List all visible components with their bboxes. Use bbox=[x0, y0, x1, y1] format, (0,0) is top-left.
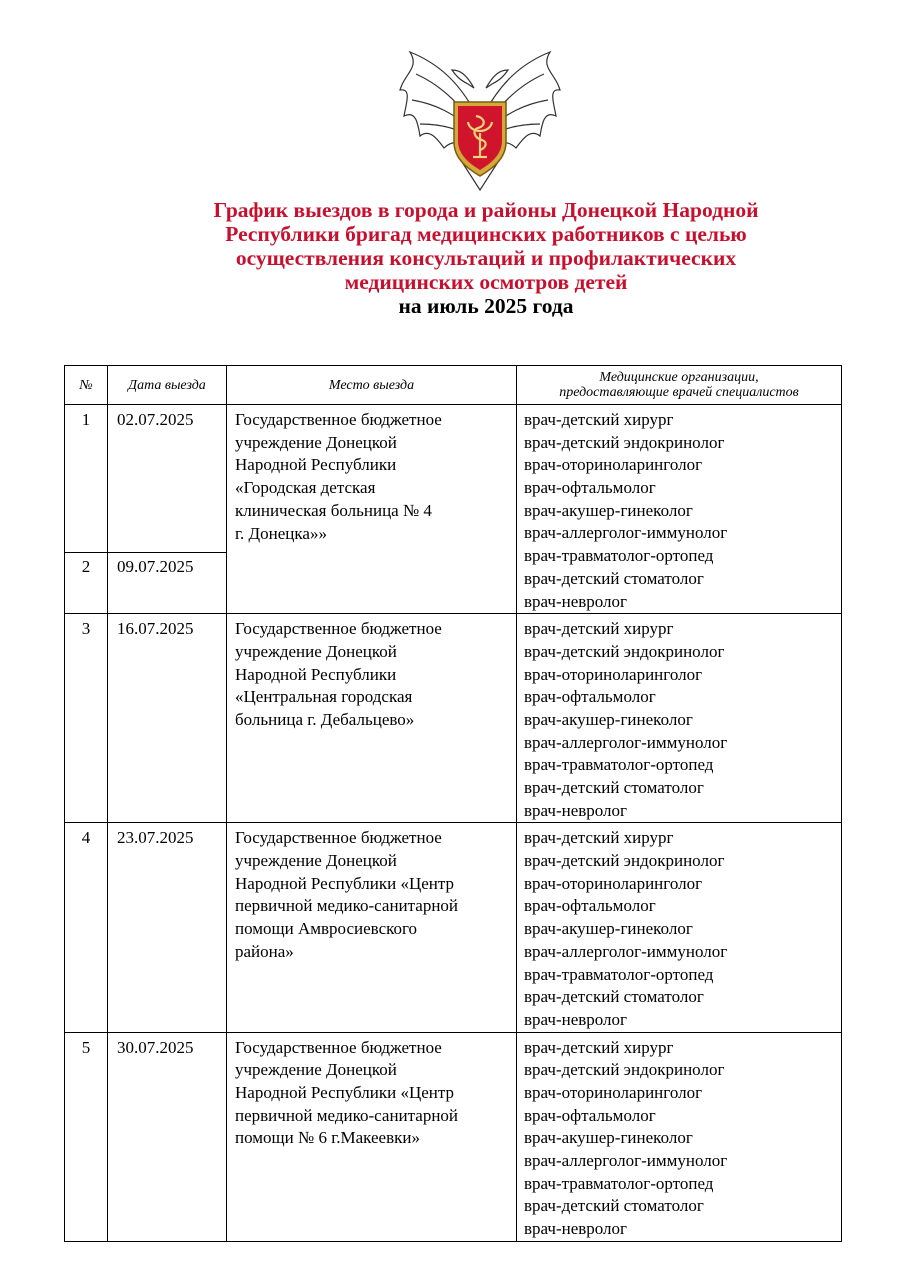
row-specialists bbox=[517, 614, 842, 823]
place-line: помощи Амвросиевского bbox=[235, 919, 418, 939]
dpr-medical-emblem-icon bbox=[390, 44, 570, 194]
place-line: первичной медико-санитарной bbox=[235, 1105, 459, 1125]
table-row bbox=[65, 614, 842, 823]
specialist-item: врач-травматолог-ортопед bbox=[524, 964, 714, 984]
specialist-item: врач-невролог bbox=[524, 1009, 628, 1029]
header-orgs-line: предоставляющие врачей специалистов bbox=[559, 385, 799, 400]
row-specialists bbox=[517, 405, 842, 614]
specialist-item: врач-оториноларинголог bbox=[524, 873, 703, 893]
header-orgs-line: Медицинские организации, bbox=[599, 370, 759, 385]
specialist-item: врач-детский хирург bbox=[524, 828, 674, 848]
specialist-item: врач-детский хирург bbox=[524, 1037, 674, 1057]
row-date: 16.07.2025 bbox=[108, 614, 227, 823]
row-date: 23.07.2025 bbox=[108, 823, 227, 1032]
row-place bbox=[227, 614, 517, 823]
place-line: первичной медико-санитарной bbox=[235, 896, 459, 916]
title-line: осуществления консультаций и профилактических bbox=[235, 246, 737, 270]
specialist-item: врач-акушер-гинеколог bbox=[524, 709, 693, 729]
specialist-item: врач-детский стоматолог bbox=[524, 778, 704, 797]
place-line: Государственное бюджетное bbox=[235, 410, 442, 429]
specialist-item: врач-офтальмолог bbox=[524, 478, 656, 498]
specialist-item: врач-травматолог-ортопед bbox=[524, 755, 714, 775]
specialist-item: врач-детский эндокринолог bbox=[524, 432, 725, 452]
specialist-item: врач-детский стоматолог bbox=[524, 1196, 704, 1216]
specialist-item: врач-оториноларинголог bbox=[524, 1082, 703, 1102]
specialist-item: врач-детский эндокринолог bbox=[524, 641, 725, 661]
row-date: 09.07.2025 bbox=[108, 552, 227, 613]
row-number: 1 bbox=[65, 405, 108, 553]
title-line: медицинских осмотров детей bbox=[344, 270, 628, 294]
specialist-item: врач-офтальмолог bbox=[524, 1105, 656, 1125]
row-date: 02.07.2025 bbox=[108, 405, 227, 553]
place-line: учреждение Донецкой bbox=[235, 1060, 397, 1080]
header-date: Дата выезда bbox=[108, 366, 227, 405]
place-line: Народной Республики «Центр bbox=[235, 1082, 455, 1102]
header-orgs bbox=[517, 366, 842, 405]
title-line: График выездов в города и районы Донецкой Народной bbox=[213, 198, 759, 222]
place-line: «Центральная городская bbox=[235, 687, 413, 707]
row-specialists bbox=[517, 1032, 842, 1241]
specialist-item: врач-аллерголог-иммунолог bbox=[524, 1151, 728, 1170]
specialist-item: врач-офтальмолог bbox=[524, 687, 656, 707]
place-line: Государственное бюджетное bbox=[235, 828, 442, 848]
specialist-item: врач-оториноларинголог bbox=[524, 455, 703, 475]
place-line: «Городская детская bbox=[235, 478, 376, 498]
table-row bbox=[65, 1032, 842, 1241]
row-number: 2 bbox=[65, 552, 108, 613]
place-line: клиническая больница № 4 bbox=[235, 500, 432, 520]
header-num: № bbox=[65, 366, 108, 405]
specialist-item: врач-аллерголог-иммунолог bbox=[524, 523, 728, 543]
specialist-item: врач-аллерголог-иммунолог bbox=[524, 941, 728, 961]
specialist-item: врач-травматолог-ортопед bbox=[524, 546, 714, 566]
schedule-table bbox=[64, 365, 842, 1242]
table-row bbox=[65, 823, 842, 1032]
document-subtitle: на июль 2025 года bbox=[398, 294, 574, 318]
specialist-item: врач-невролог bbox=[524, 1219, 628, 1239]
specialist-item: врач-травматолог-ортопед bbox=[524, 1173, 714, 1193]
place-line: Государственное бюджетное bbox=[235, 619, 442, 639]
row-number: 3 bbox=[65, 614, 108, 823]
specialist-item: врач-детский хирург bbox=[524, 619, 674, 639]
row-date: 30.07.2025 bbox=[108, 1032, 227, 1241]
specialist-item: врач-невролог bbox=[524, 591, 628, 611]
specialist-item: врач-детский стоматолог bbox=[524, 987, 704, 1007]
specialist-item: врач-детский эндокринолог bbox=[524, 1060, 725, 1080]
table-header-row bbox=[65, 366, 842, 405]
specialist-item: врач-акушер-гинеколог bbox=[524, 500, 693, 520]
place-line: учреждение Донецкой bbox=[235, 641, 397, 661]
row-place bbox=[227, 1032, 517, 1241]
place-line: Государственное бюджетное bbox=[235, 1037, 442, 1057]
place-line: учреждение Донецкой bbox=[235, 851, 397, 871]
place-line: Народной Республики «Центр bbox=[235, 873, 455, 893]
specialist-item: врач-детский хирург bbox=[524, 410, 674, 429]
specialist-item: врач-невролог bbox=[524, 800, 628, 820]
place-line: учреждение Донецкой bbox=[235, 432, 397, 452]
specialist-item: врач-акушер-гинеколог bbox=[524, 1128, 693, 1148]
header-place: Место выезда bbox=[227, 366, 517, 405]
document-title bbox=[60, 198, 905, 318]
place-line: Народной Республики bbox=[235, 455, 397, 475]
row-place bbox=[227, 823, 517, 1032]
specialist-item: врач-детский эндокринолог bbox=[524, 851, 725, 871]
title-line: Республики бригад медицинских работников с целью bbox=[225, 222, 747, 246]
specialist-item: врач-оториноларинголог bbox=[524, 664, 703, 684]
place-line: района» bbox=[235, 941, 294, 961]
specialist-item: врач-детский стоматолог bbox=[524, 568, 704, 588]
row-number: 4 bbox=[65, 823, 108, 1032]
specialist-item: врач-аллерголог-иммунолог bbox=[524, 732, 728, 752]
specialist-item: врач-офтальмолог bbox=[524, 896, 656, 916]
table-row bbox=[65, 405, 842, 553]
row-place bbox=[227, 405, 517, 614]
place-line: Народной Республики bbox=[235, 664, 397, 684]
place-line: больница г. Дебальцево» bbox=[235, 710, 415, 729]
row-number: 5 bbox=[65, 1032, 108, 1241]
place-line: г. Донецка»» bbox=[235, 523, 327, 543]
specialist-item: врач-акушер-гинеколог bbox=[524, 919, 693, 939]
place-line: помощи № 6 г.Макеевки» bbox=[235, 1128, 420, 1148]
row-specialists bbox=[517, 823, 842, 1032]
